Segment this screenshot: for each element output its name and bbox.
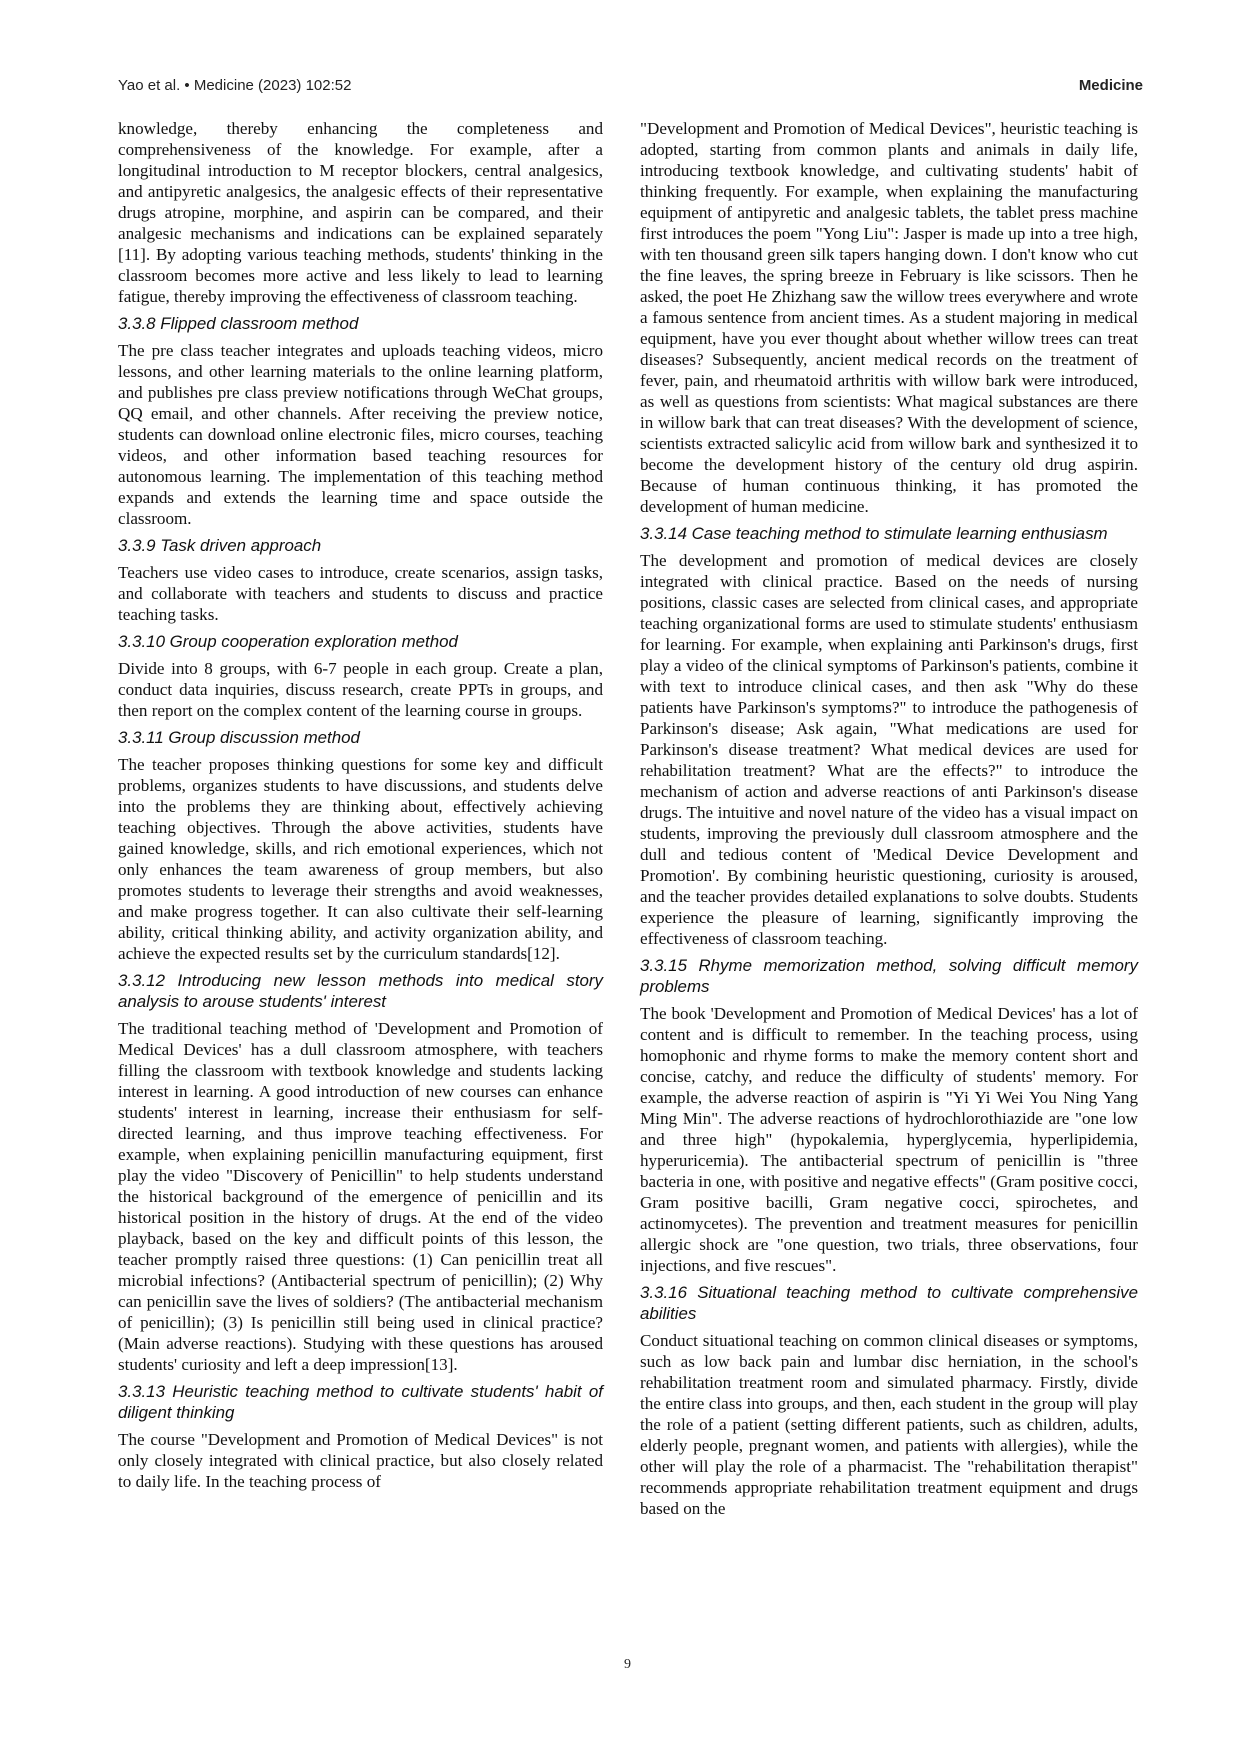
section-heading-3-3-16: 3.3.16 Situational teaching method to cultivate comprehensive abilities (640, 1283, 1138, 1323)
paragraph-3-3-12: The traditional teaching method of 'Development and Promotion of Medical Devices' has a dull classroom atmosphere, with teachers filling the classroom with textbook knowledge and students lacking interest in learning. A good introduction of new courses can enhance students' interest in learning, increase their enthusiasm for self-directed learning, and thus improve teaching effectiveness. For example, when explaining penicillin manufacturing equipment, first play the video "Discovery of Penicillin" to help students understand the historical background of the emergence of penicillin and its historical position in the history of drugs. At the end of the video playback, based on the key and difficult points of this lesson, the teacher promptly raised three questions: (1) Can penicillin treat all microbial infections? (Antibacterial spectrum of penicillin); (2) Why can penicillin save the lives of soldiers? (The antibacterial mechanism of penicillin); (3) Is penicillin still being used in clinical practice? (Main adverse reactions). Studying with these questions has aroused students' curiosity and left a deep impression[13]. (118, 1019, 603, 1374)
section-heading-3-3-14: 3.3.14 Case teaching method to stimulate learning enthusiasm (640, 524, 1108, 543)
section-heading-3-3-8: 3.3.8 Flipped classroom method (118, 314, 359, 333)
right-column (640, 118, 1138, 1525)
paragraph-3-3-13-continued: "Development and Promotion of Medical Devices", heuristic teaching is adopted, starting from common plants and animals in daily life, introducing textbook knowledge, and cultivating students' habit of thinking frequently. For example, when explaining the manufacturing equipment of antipyretic and analgesic tablets, the tablet press machine first introduces the poem "Yong Liu": Jasper is made up into a tree high, with ten thousand green silk tapers hanging down. I don't know who cut the fine leaves, the spring breeze in February is like scissors. Then he asked, the poet He Zhizhang saw the willow trees everywhere and wrote a famous sentence from ancient times. As a student majoring in medical equipment, have you ever thought about whether willow trees can treat diseases? Subsequently, ancient medical records on the treatment of fever, pain, and rheumatoid arthritis with willow bark were introduced, as well as questions from scientists: What magical substances are there in willow bark that can treat diseases? With the development of science, scientists extracted salicylic acid from willow bark and synthesized it to become the development history of the century old drug aspirin. Because of human continuous thinking, it has promoted the development of human medicine. (640, 119, 1138, 516)
paragraph-3-3-13: The course "Development and Promotion of Medical Devices" is not only closely integrated with clinical practice, but also closely related to daily life. In the teaching process of (118, 1430, 603, 1491)
paragraph-3-3-15: The book 'Development and Promotion of Medical Devices' has a lot of content and is difficult to remember. In the teaching process, using homophonic and rhyme forms to make the memory content short and concise, catchy, and reduce the difficulty of students' memory. For example, the adverse reaction of aspirin is "Yi Yi Wei You Ning Yang Ming Min". The adverse reactions of hydrochlorothiazide are "one low and three high" (hypokalemia, hyperglycemia, hyperlipidemia, hyperuricemia). The antibacterial spectrum of penicillin is "three bacteria in one, with positive and negative effects" (Gram positive cocci, Gram positive bacilli, Gram negative cocci, spirochetes, and actinomycetes). The prevention and treatment measures for penicillin allergic shock are "one question, two trials, three observations, four injections, and five rescues". (640, 1004, 1138, 1275)
section-heading-3-3-13: 3.3.13 Heuristic teaching method to cultivate students' habit of diligent thinking (118, 1382, 603, 1422)
paragraph-3-3-14: The development and promotion of medical devices are closely integrated with clinical practice. Based on the needs of nursing positions, classic cases are selected from clinical cases, and appropriate teaching organizational forms are used to stimulate students' enthusiasm for learning. For example, when explaining anti Parkinson's drugs, first play a video of the clinical symptoms of Parkinson's patients, combine it with text to introduce clinical cases, and then ask "Why do these patients have Parkinson's symptoms?" to introduce the pathogenesis of Parkinson's disease; Ask again, "What medications are used for Parkinson's disease treatment? What medical devices are used for rehabilitation treatment? What are the effects?" to introduce the mechanism of action and adverse reactions of anti Parkinson's disease drugs. The intuitive and novel nature of the video has a visual impact on students, improving the previously dull classroom atmosphere and the dull and tedious content of 'Medical Device Development and Promotion'. By combining heuristic questioning, curiosity is aroused, and the teacher provides detailed explanations to solve doubts. Students experience the pleasure of learning, significantly improving the effectiveness of classroom teaching. (640, 551, 1138, 948)
section-heading-3-3-15: 3.3.15 Rhyme memorization method, solving difficult memory problems (640, 956, 1138, 996)
section-heading-3-3-11: 3.3.11 Group discussion method (118, 728, 360, 747)
paragraph-3-3-11: The teacher proposes thinking questions for some key and difficult problems, organizes students to have discussions, and students delve into the problems they are thinking about, effectively achieving teaching objectives. Through the above activities, students have gained knowledge, skills, and rich emotional experiences, which not only enhances the team awareness of group members, but also promotes students to leverage their strengths and avoid weaknesses, and make progress together. It can also cultivate their self-learning ability, critical thinking ability, and activity organization ability, and achieve the expected results set by the curriculum standards[12]. (118, 755, 603, 963)
section-heading-3-3-10: 3.3.10 Group cooperation exploration method (118, 632, 458, 651)
paragraph-3-3-10: Divide into 8 groups, with 6-7 people in each group. Create a plan, conduct data inquiries, discuss research, create PPTs in groups, and then report on the complex content of the learning course in groups. (118, 659, 603, 720)
left-column (118, 118, 603, 1498)
paragraph-continued: knowledge, thereby enhancing the completeness and comprehensiveness of the knowledge. For example, after a longitudinal introduction to M receptor blockers, central analgesics, and antipyretic analgesics, the analgesic effects of their representative drugs atropine, morphine, and aspirin can be compared, and their analgesic mechanisms and indications can be explained separately [11]. By adopting various teaching methods, students' thinking in the classroom becomes more active and less likely to lead to learning fatigue, thereby improving the effectiveness of classroom teaching. (118, 119, 603, 306)
running-header-citation: Yao et al. • Medicine (2023) 102:52 (118, 77, 352, 94)
paragraph-3-3-16: Conduct situational teaching on common clinical diseases or symptoms, such as low back pain and lumbar disc herniation, in the school's rehabilitation treatment room and simulated pharmacy. Firstly, divide the entire class into groups, and then, each student in the group will play the role of a patient (setting different patients, such as children, adults, elderly people, pregnant women, and patients with allergies), while the other will play the role of a pharmacist. The "rehabilitation therapist" recommends appropriate rehabilitation treatment equipment and drugs based on the (640, 1331, 1138, 1518)
section-heading-3-3-12: 3.3.12 Introducing new lesson methods into medical story analysis to arouse students' interest (118, 971, 603, 1011)
section-heading-3-3-9: 3.3.9 Task driven approach (118, 536, 322, 555)
running-header-journal: Medicine (1078, 77, 1143, 94)
page-number: 9 (624, 1657, 631, 1672)
paragraph-3-3-9: Teachers use video cases to introduce, create scenarios, assign tasks, and collaborate with teachers and students to discuss and practice teaching tasks. (118, 563, 603, 624)
paragraph-3-3-8: The pre class teacher integrates and uploads teaching videos, micro lessons, and other learning materials to the online learning platform, and publishes pre class preview notifications through WeChat groups, QQ email, and other channels. After receiving the preview notice, students can download online electronic files, micro courses, teaching videos, and other information based teaching resources for autonomous learning. The implementation of this teaching method expands and extends the learning time and space outside the classroom. (118, 341, 603, 528)
